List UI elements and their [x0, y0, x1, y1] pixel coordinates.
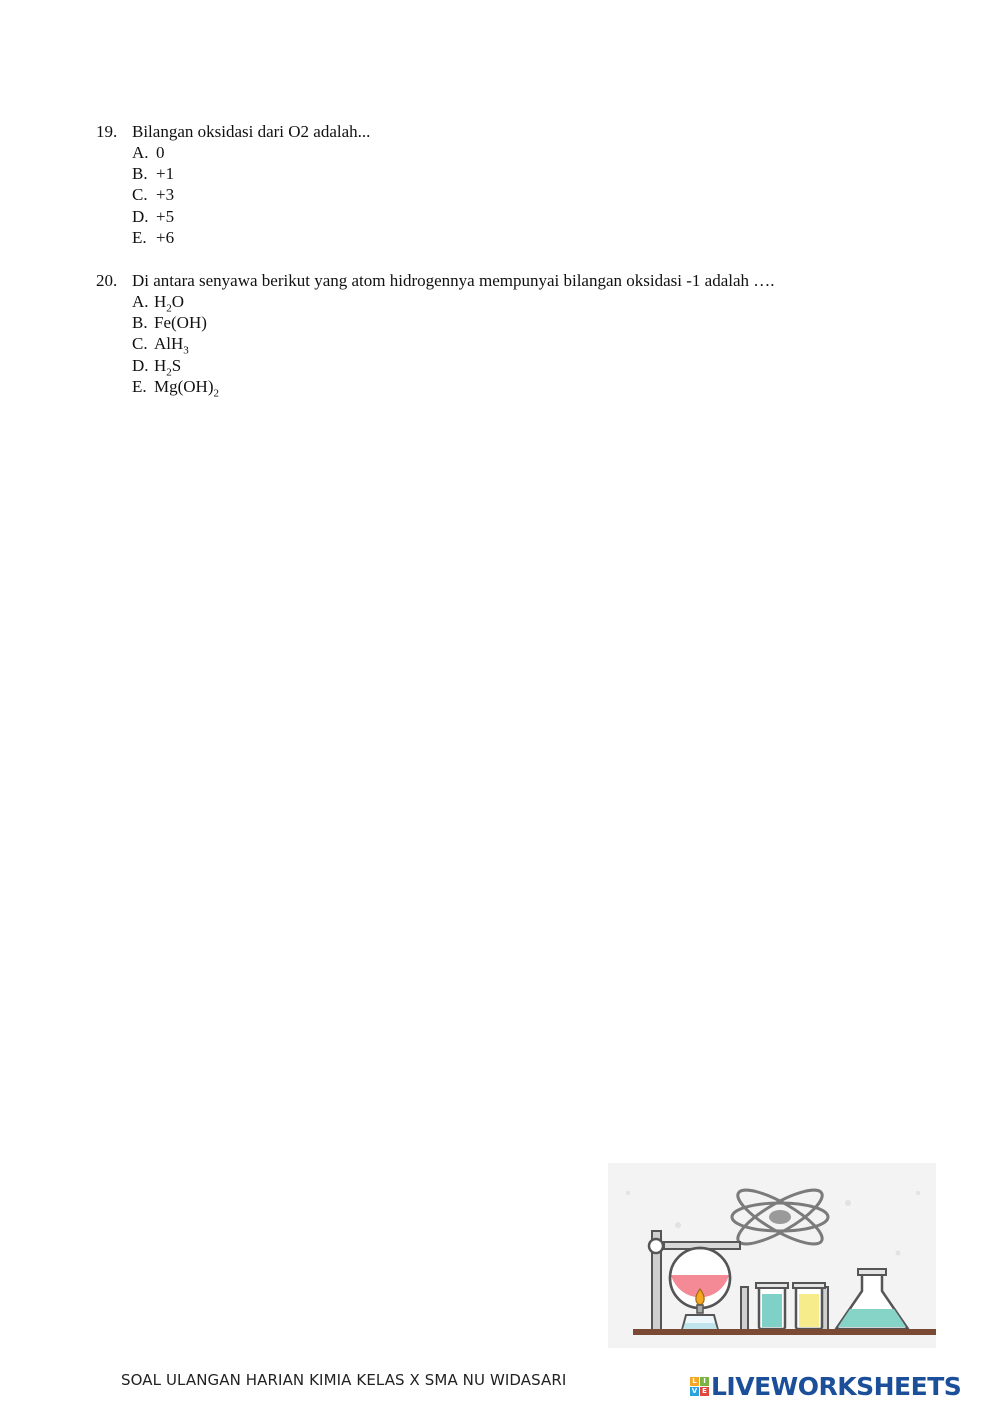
option-letter: E. [132, 227, 147, 247]
option-e[interactable] [132, 376, 916, 400]
test-tube-icon [756, 1283, 788, 1329]
option-letter: A. [132, 143, 149, 162]
brand-mark-icon [690, 1377, 709, 1396]
brand-mark-tile: I [700, 1377, 709, 1386]
formula-main: AlH [154, 334, 184, 354]
option-b[interactable] [132, 163, 916, 184]
question-19 [96, 121, 916, 248]
question-20 [96, 270, 916, 400]
footer-title: SOAL ULANGAN HARIAN KIMIA KELAS X SMA NU WIDASARI [121, 1371, 567, 1389]
test-tube-icon [793, 1283, 825, 1329]
question-text: Bilangan oksidasi dari O2 adalah... [132, 122, 371, 141]
option-c[interactable] [132, 184, 916, 205]
option-letter: C. [132, 334, 148, 354]
liveworksheets-logo[interactable] [690, 1372, 961, 1401]
option-list [96, 142, 916, 248]
option-a[interactable] [132, 291, 916, 315]
option-text: +1 [156, 164, 175, 184]
option-d[interactable] [132, 355, 916, 376]
question-number: 20. [96, 271, 118, 290]
question-stem [96, 121, 916, 142]
option-list [96, 291, 916, 400]
formula-subscript: 2 [166, 302, 172, 315]
option-letter: A. [132, 292, 149, 311]
shelf-icon [633, 1329, 936, 1335]
question-text: Di antara senyawa berikut yang atom hidrogennya mempunyai bilangan oksidasi -1 adalah …. [132, 271, 775, 290]
erlenmeyer-flask-icon [836, 1269, 908, 1329]
formula-main: H [154, 292, 167, 311]
option-letter: C. [132, 185, 148, 205]
formula-main: H [154, 355, 167, 375]
brand-mark-tile: V [691, 1387, 698, 1395]
question-number: 19. [96, 122, 118, 141]
formula-main: Fe(OH) [154, 313, 207, 333]
brand-name: LIVEWORKSHEETS [711, 1372, 962, 1401]
question-stem [96, 270, 916, 291]
formula-subscript: 2 [166, 365, 172, 378]
option-e[interactable] [132, 227, 916, 248]
formula-tail: S [171, 355, 182, 375]
lab-svg [608, 1163, 936, 1348]
option-letter: B. [132, 313, 148, 333]
formula-tail: O [171, 292, 185, 311]
formula-subscript: 3 [183, 344, 189, 357]
option-text: +3 [156, 185, 175, 205]
option-letter: B. [132, 164, 148, 184]
brand-mark-tile: L [690, 1377, 699, 1386]
option-letter: D. [132, 355, 149, 375]
formula-main: Mg(OH) [154, 376, 214, 396]
option-text: 0 [156, 143, 165, 162]
option-d[interactable] [132, 206, 916, 227]
option-letter: E. [132, 376, 147, 396]
option-a[interactable] [132, 142, 916, 163]
chemistry-lab-illustration [608, 1163, 936, 1348]
atom-icon [731, 1181, 828, 1253]
option-c[interactable] [132, 333, 916, 357]
brand-mark-tile: E [700, 1387, 709, 1396]
option-text: +6 [156, 227, 175, 247]
option-text: +5 [156, 206, 175, 226]
option-b[interactable] [132, 312, 916, 333]
formula-subscript: 2 [213, 387, 219, 400]
option-letter: D. [132, 206, 149, 226]
